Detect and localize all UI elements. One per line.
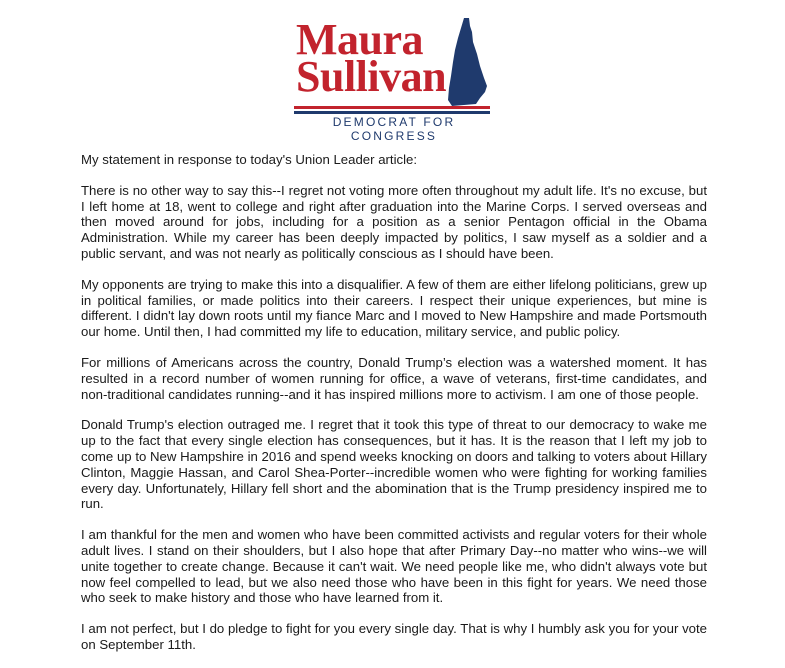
campaign-logo	[292, 10, 496, 143]
statement-paragraph: My opponents are trying to make this into a disqualifier. A few of them are either lifelong politicians, grew up in political families, or made politics into their careers. I respect their unique experiences, but mine is different. I didn't lay down roots until my fiance Marc and I moved to New Hampshire and made Portsmouth our home. Until then, I had committed my life to education, military service, and public policy.	[81, 276, 707, 340]
statement-paragraph: I am thankful for the men and women who have been committed activists and regular voters for their whole adult lives. I stand on their shoulders, but I also hope that after Primary Day--no matter who wins--we will unite together to create change. Because it can't wait. We need people like me, who didn't always vote but now feel compelled to lead, but we also need those who have been in this fight for years. We need those who seek to make history and those who have learned from it.	[81, 527, 707, 606]
statement-paragraph: I am not perfect, but I do pledge to fight for you every single day. That is why I humbly ask you for your vote on September 11th.	[81, 621, 707, 652]
logo-blue-stripe	[294, 111, 490, 114]
new-hampshire-map-icon	[442, 16, 488, 108]
logo-red-stripe	[294, 106, 490, 109]
statement-paragraph: For millions of Americans across the country, Donald Trump’s election was a watershed moment. It has resulted in a record number of women running for office, a wave of veterans, first-time candidates, and non-traditional candidates running--and it has inspired millions more to activism. I am one of those people.	[81, 354, 707, 402]
statement-letter	[81, 152, 707, 668]
logo-last-name: Sullivan	[296, 52, 447, 101]
statement-paragraph: There is no other way to say this--I regret not voting more often throughout my adult life. It's no excuse, but I left home at 18, went to college and right after graduation into the Marine Corps. I served overseas and then moved around for jobs, including for a position as a senior Pentagon official in the Obama Administration. While my career has been deeply impacted by politics, I saw myself as a soldier and a public servant, and was not nearly as politically conscious as I should have been.	[81, 182, 707, 261]
logo-first-name: Maura	[296, 15, 424, 64]
logo-tagline: DEMOCRAT FOR CONGRESS	[332, 115, 456, 143]
statement-paragraph: Donald Trump's election outraged me. I regret that it took this type of threat to our democracy to wake me up to the fact that every single election has consequences, but it has. It is the reason that I left my job to come up to New Hampshire in 2016 and spend weeks knocking on doors and talking to voters about Hillary Clinton, Maggie Hassan, and Carol Shea-Porter--incredible women who were fighting for working families every day. Unfortunately, Hillary fell short and the abomination that is the Trump presidency inspired me to run.	[81, 417, 707, 512]
statement-intro: My statement in response to today's Union Leader article:	[81, 152, 418, 167]
